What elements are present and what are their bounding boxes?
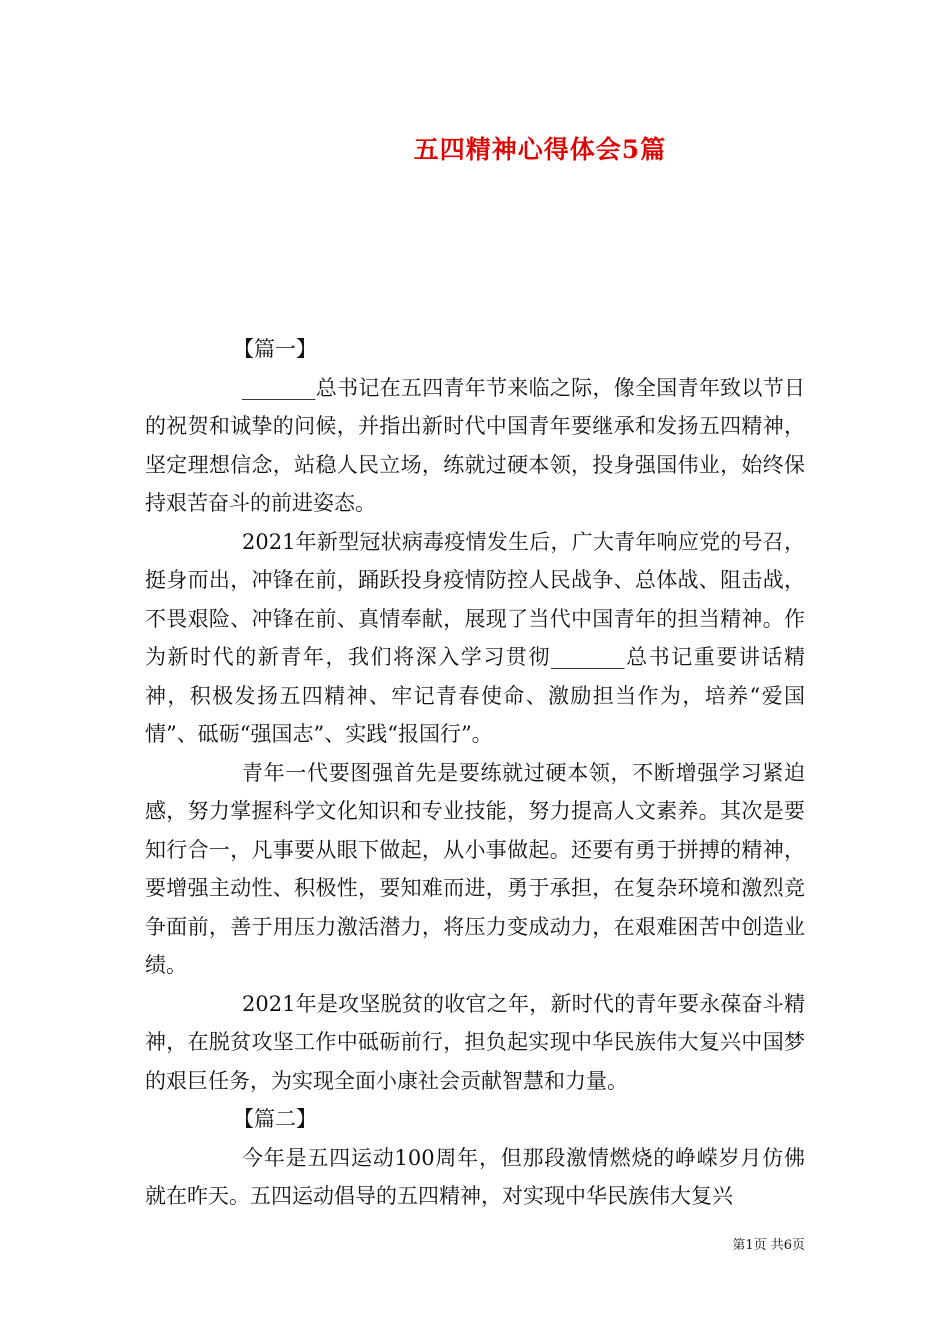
paragraph: 2021年是攻坚脱贫的收官之年，新时代的青年要永葆奋斗精神，在脱贫攻坚工作中砥砺前行，担负起实现中华民族伟大复兴中国梦的艰巨任务，为实现全面小康社会贡献智慧和力量。	[145, 991, 805, 1093]
paragraph: 今年是五四运动100周年，但那段激情燃烧的峥嵘岁月仿佛就在昨天。五四运动倡导的五四精神，对实现中华民族伟大复兴	[145, 1145, 805, 1208]
paragraph: _______总书记在五四青年节来临之际，像全国青年致以节日的祝贺和诚挚的问候，并指出新时代中国青年要继承和发扬五四精神，坚定理想信念，站稳人民立场，练就过硬本领，投身强国伟业，始终保持艰苦奋斗的前进姿态。	[145, 375, 805, 515]
page-number: 第1页 共6页	[732, 1238, 805, 1253]
section-label: 【篇一】	[233, 337, 317, 361]
paragraph: 青年一代要图强首先是要练就过硬本领，不断增强学习紧迫感，努力掌握科学文化知识和专业技能，努力提高人文素养。其次是要知行合一，凡事要从眼下做起，从小事做起。还要有勇于拼搏的精神，要增强主动性、积极性，要知难而进，勇于承担，在复杂环境和激烈竞争面前，善于用压力激活潜力，将压力变成动力，在艰难困苦中创造业绩。	[145, 760, 805, 977]
document-body	[145, 330, 805, 1216]
section-label: 【篇二】	[233, 1107, 317, 1131]
document-title: 五四精神心得体会5篇	[413, 135, 667, 164]
paragraph: 2021年新型冠状病毒疫情发生后，广大青年响应党的号召，挺身而出，冲锋在前，踊跃投身疫情防控人民战争、总体战、阻击战，不畏艰险、冲锋在前、真情奉献，展现了当代中国青年的担当精神。作为新时代的新青年，我们将深入学习贯彻_______总书记重要讲话精神，积极发扬五四精神、牢记青春使命、激励担当作为，培养“爱国情”、砥砺“强国志”、实践“报国行”。	[145, 529, 805, 746]
